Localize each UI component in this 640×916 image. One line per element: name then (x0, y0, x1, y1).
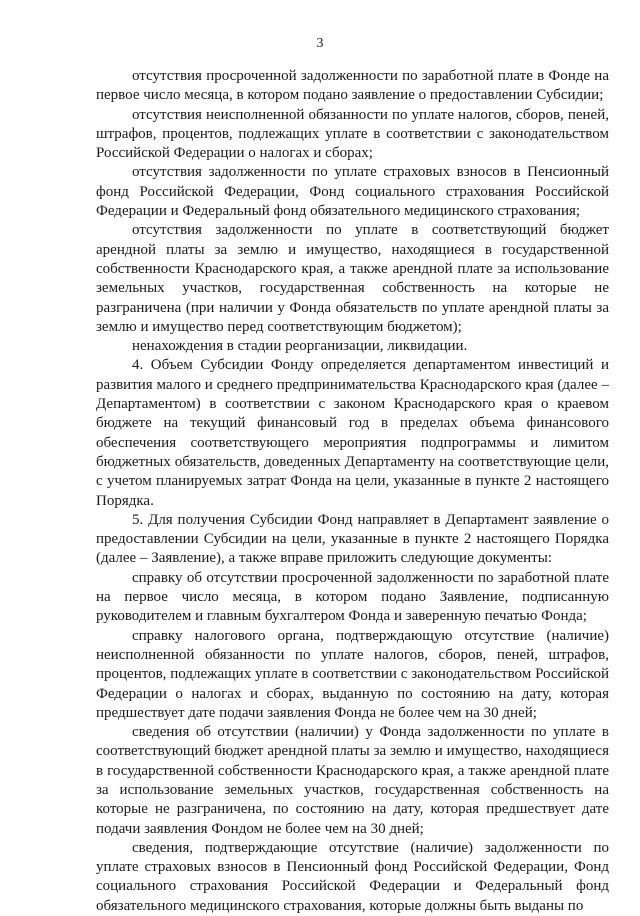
paragraph-no-insurance-debt: отсутствия задолженности по уплате страховых взносов в Пенсионный фонд Российской Федерации, Фонд социального страхования Российской Федерации и Федеральный фонд обязательного медицинского страхования; (96, 164, 609, 220)
paragraph-insurance-information: сведения, подтверждающие отсутствие (наличие) задолженности по уплате страховых взносов в Пенсионный фонд Российской Федерации, Фонд социального страхования Российской Федерации и Федеральный фонд обязательного медицинского страхования, которые должны быть выданы по (96, 839, 609, 914)
paragraph-wage-certificate: справку об отсутствии просроченной задолженности по заработной плате на первое число месяца, в котором подано Заявление, подписанную руководителем и главным бухгалтером Фонда и заверенную печатью Фонда; (96, 569, 609, 625)
paragraph-rent-information: сведения об отсутствии (наличии) у Фонда задолженности по уплате в соответствующий бюджет арендной платы за землю и имущество, находящиеся в государственной собственности Краснодарского края, а также арендной плате за использование земельных участков, государственная собственность на которые не разграничена, по состоянию на дату, которая предшествует дате подачи заявления Фондом не более чем на 30 дней; (96, 724, 609, 837)
paragraph-no-rent-debt: отсутствия задолженности по уплате в соответствующий бюджет арендной платы за землю и имущество, находящиеся в государственной собственности Краснодарского края, а также арендной плате за использование земельных участков, государственная собственность на которые не разграничена (при наличии у Фонда обязательств по уплате арендной платы за землю и имущество перед соответствующим бюджетом); (96, 222, 609, 335)
paragraph-no-wage-arrears: отсутствия просроченной задолженности по заработной плате в Фонде на первое число месяца, в котором подано заявление о предоставлении Субсидии; (96, 68, 609, 104)
document-body (96, 67, 609, 916)
paragraph-no-tax-obligations: отсутствия неисполненной обязанности по уплате налогов, сборов, пеней, штрафов, процентов, подлежащих уплате в соответствии с законодательством Российской Федерации о налогах и сборах; (96, 106, 609, 162)
paragraph-item-5-application: 5. Для получения Субсидии Фонд направляет в Департамент заявление о предоставлении Субсидии на цели, указанные в пункте 2 настоящего Порядка (далее – Заявление), а также вправе приложить следующие документы: (96, 511, 609, 567)
paragraph-tax-certificate: справку налогового органа, подтверждающую отсутствие (наличие) неисполненной обязанности по уплате налогов, сборов, пеней, штрафов, процентов, подлежащих уплате в соответствии с законодательством Российской Федерации о налогах и сборах, выданную по состоянию на дату, которая предшествует дате подачи заявления Фонда не более чем на 30 дней; (96, 627, 609, 721)
page-number: 3 (316, 36, 324, 51)
paragraph-item-4-subsidy-volume: 4. Объем Субсидии Фонду определяется департаментом инвестиций и развития малого и среднего предпринимательства Краснодарского края (далее – Департаментом) в соответствии с законом Краснодарского края о краевом бюджете на текущий финансовый год в пределах объема финансового обеспечения соответствующего мероприятия подпрограммы и лимитом бюджетных обязательств, доведенных Департаменту на соответствующие цели, с учетом планируемых затрат Фонда на цели, указанные в пункте 2 настоящего Порядка. (96, 357, 609, 509)
paragraph-no-reorganization: ненахождения в стадии реорганизации, ликвидации. (132, 338, 468, 355)
